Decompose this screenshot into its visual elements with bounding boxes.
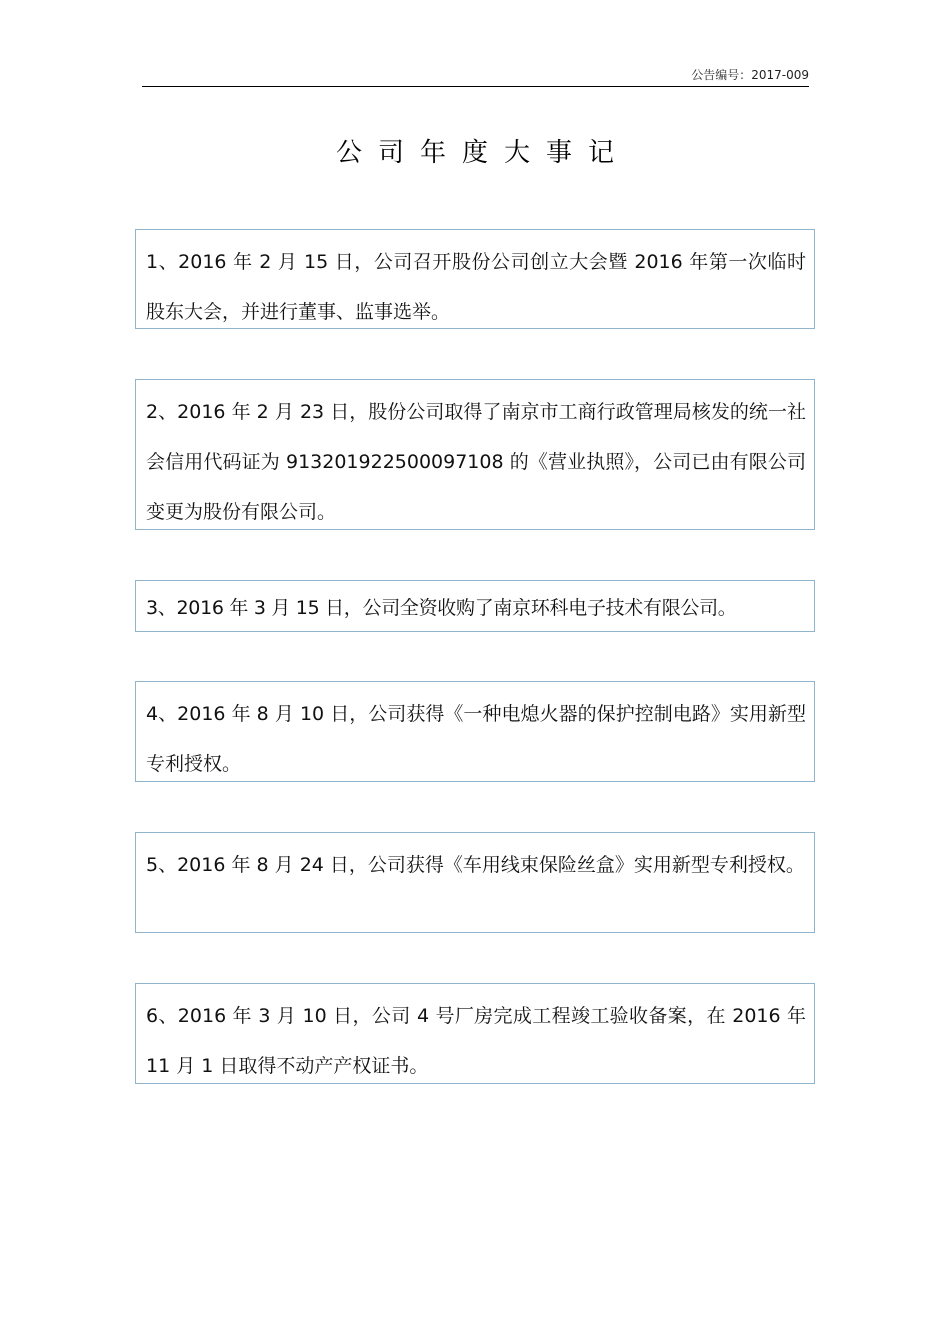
- event-item-3: 3、2016 年 3 月 15 日，公司全资收购了南京环科电子技术有限公司。: [135, 580, 815, 632]
- event-item-6: 6、2016 年 3 月 10 日，公司 4 号厂房完成工程竣工验收备案，在 2016 年 11 月 1 日取得不动产产权证书。: [135, 983, 815, 1084]
- event-item-1: 1、2016 年 2 月 15 日，公司召开股份公司创立大会暨 2016 年第一次临时股东大会，并进行董事、监事选举。: [135, 229, 815, 329]
- header-divider: [142, 86, 809, 87]
- event-item-5: 5、2016 年 8 月 24 日，公司获得《车用线束保险丝盒》实用新型专利授权。: [135, 832, 815, 933]
- announcement-number: 公告编号：2017-009: [691, 68, 809, 82]
- event-item-4: 4、2016 年 8 月 10 日，公司获得《一种电熄火器的保护控制电路》实用新型专利授权。: [135, 681, 815, 782]
- page-title: 公司年度大事记: [335, 138, 630, 168]
- event-item-2: 2、2016 年 2 月 23 日，股份公司取得了南京市工商行政管理局核发的统一社会信用代码证为 913201922500097108 的《营业执照》，公司已由有限公司变更为股份有限公司。: [135, 379, 815, 530]
